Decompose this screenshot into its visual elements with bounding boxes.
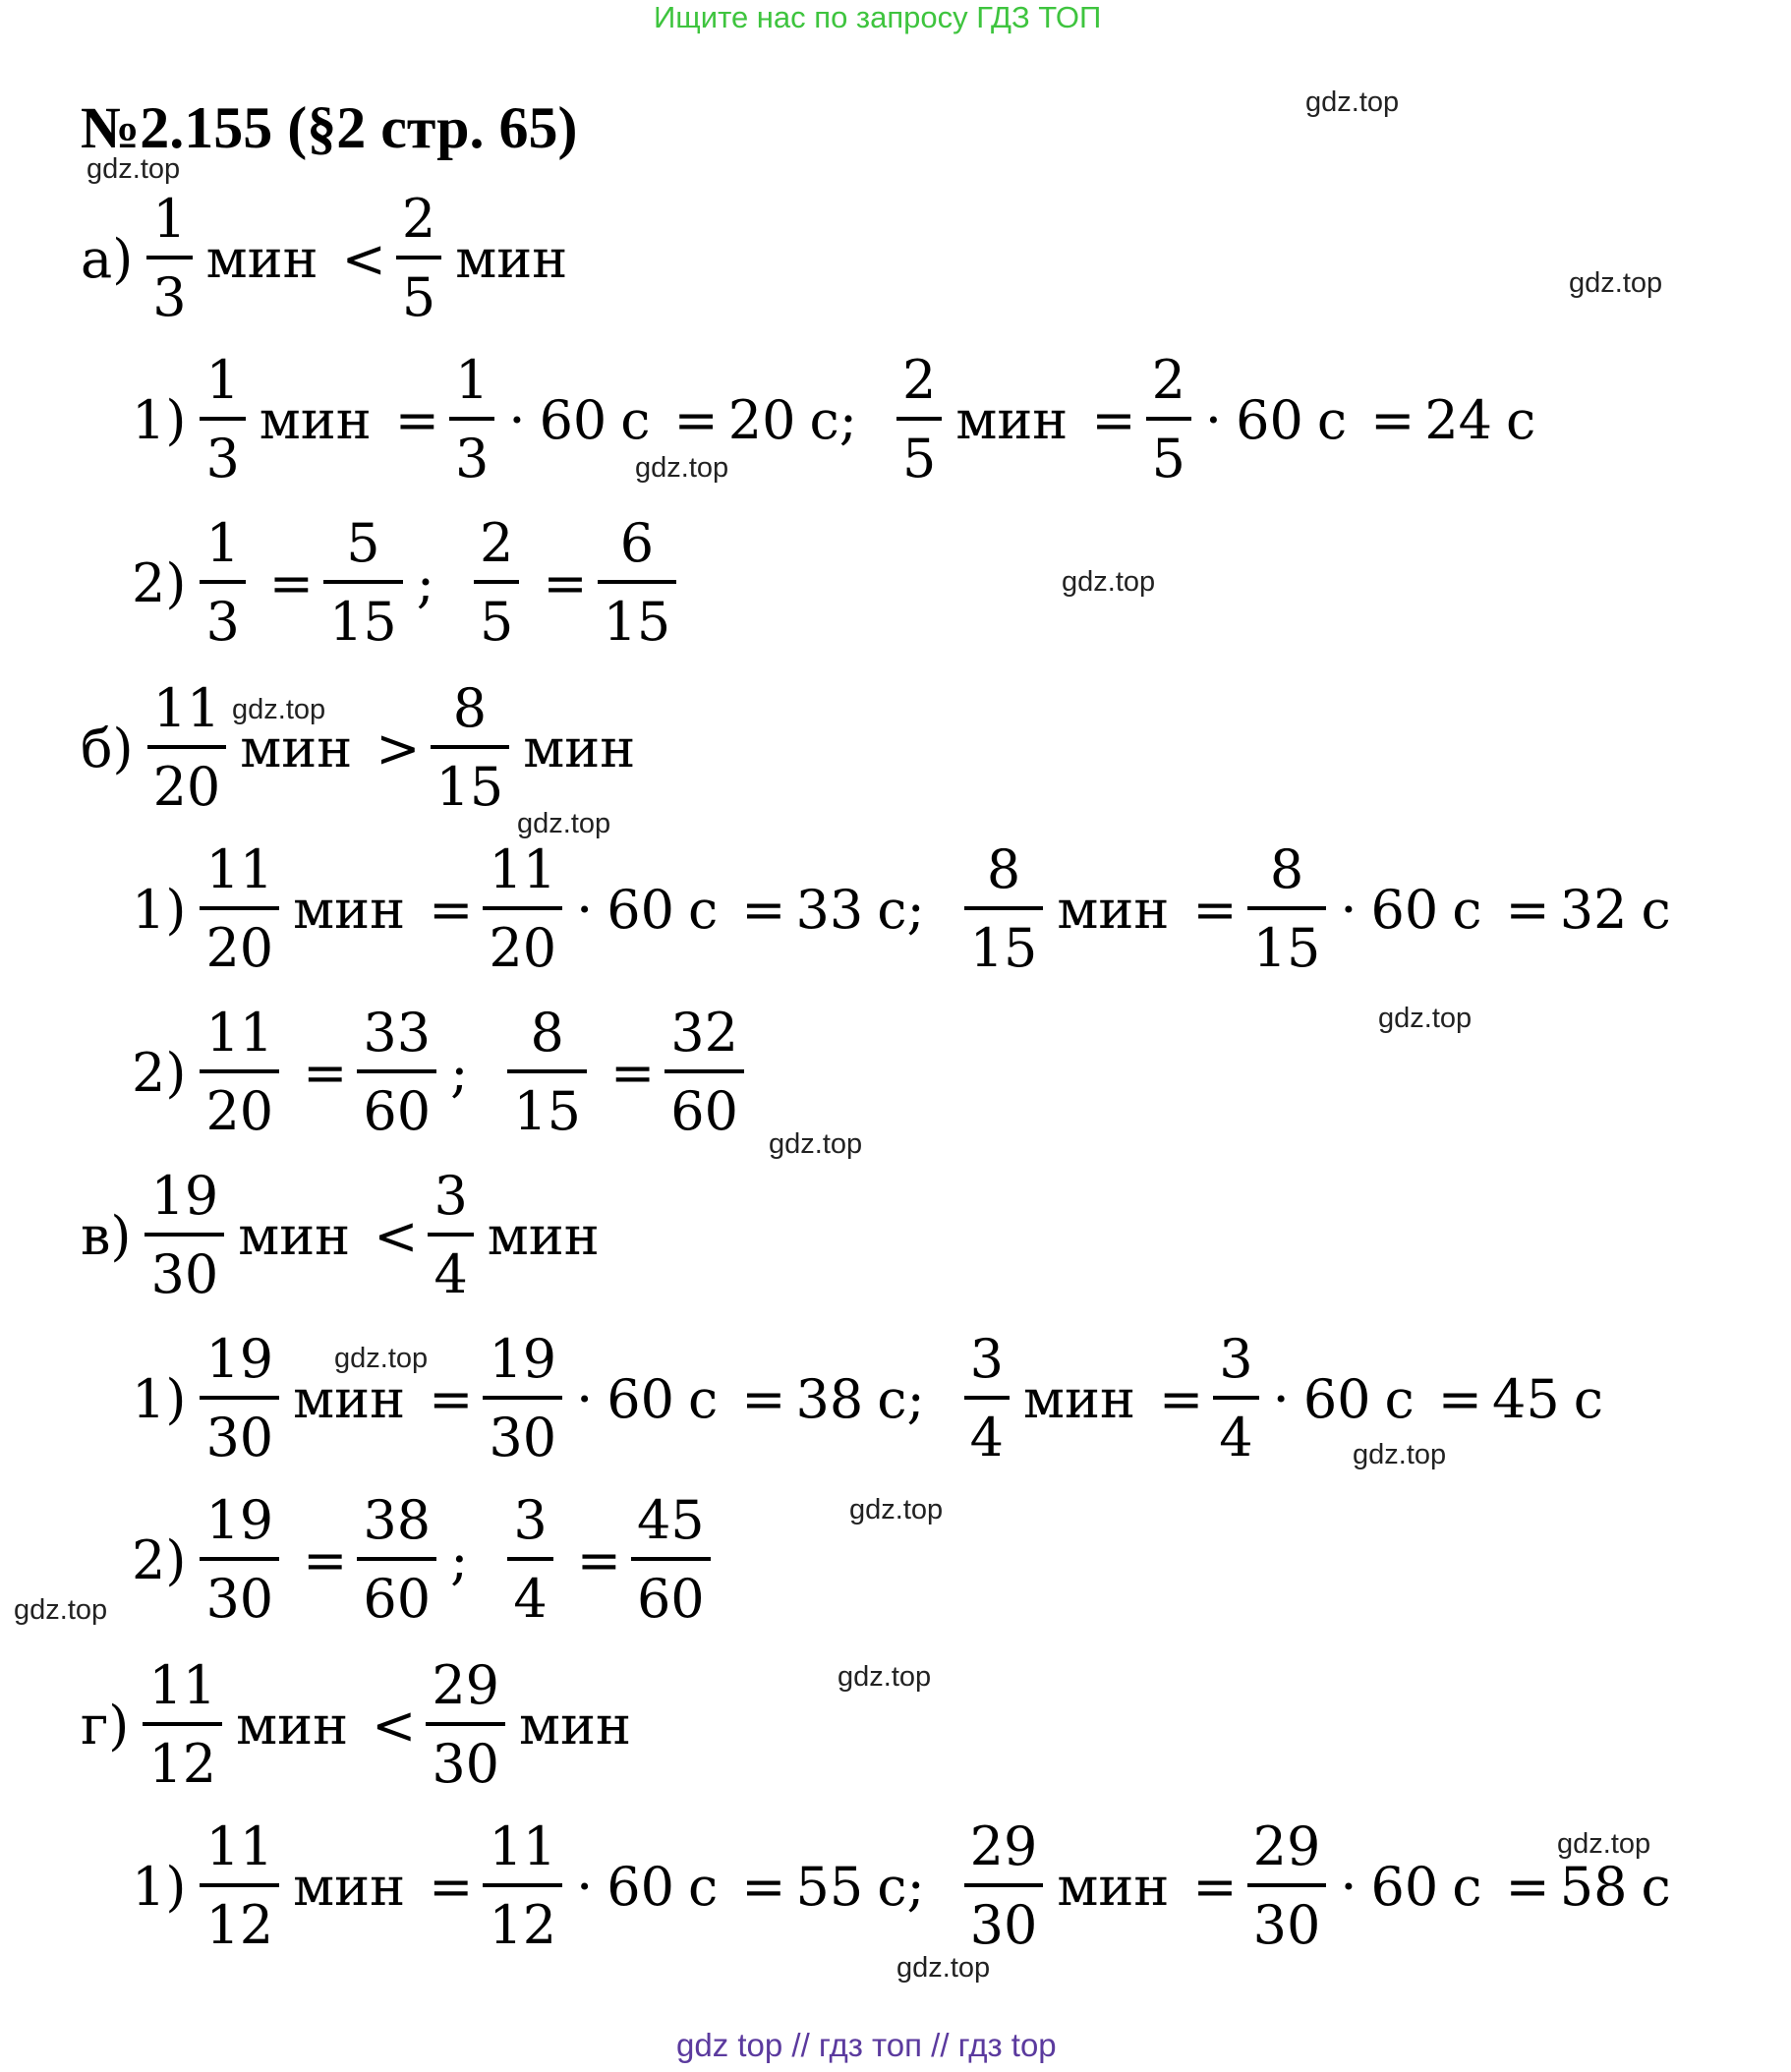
fraction: $\frac{11}{12}$	[483, 1820, 562, 1952]
multiply-dot: ·	[576, 1855, 594, 1918]
result: 38	[795, 1367, 864, 1430]
unit-min: мин	[1057, 878, 1170, 941]
watermark: gdz.top	[769, 1128, 863, 1160]
unit-min: мин	[1057, 1855, 1170, 1918]
unit-min: мин	[455, 227, 568, 290]
fraction: $\frac{1}{3}$	[449, 354, 494, 486]
fraction: $\frac{19}{30}$	[144, 1170, 224, 1301]
fraction: $\frac{29}{30}$	[426, 1659, 505, 1791]
fraction: $\frac{1}{3}$	[200, 354, 245, 486]
equals-sign: =	[429, 1855, 474, 1918]
greater-than-sign: >	[376, 717, 421, 779]
result: 58	[1559, 1855, 1628, 1918]
unit-s: с	[688, 1855, 719, 1918]
multiply-dot: ·	[1204, 388, 1223, 451]
equals-sign: =	[673, 388, 719, 451]
unit-min: мин	[293, 1367, 406, 1430]
result: 33	[795, 878, 864, 941]
step-label: 2)	[132, 1041, 187, 1104]
section-v-head	[81, 1165, 613, 1305]
watermark: gdz.top	[1569, 267, 1663, 299]
separator: ;	[416, 551, 434, 614]
number: 60	[1370, 878, 1439, 941]
unit-s: с	[688, 878, 719, 941]
number: 60	[607, 1367, 675, 1430]
equals-sign: =	[1192, 1855, 1238, 1918]
equals-sign: =	[1505, 1855, 1550, 1918]
unit-s: с;	[877, 1855, 925, 1918]
unit-s: с	[1316, 388, 1348, 451]
footer-text: gdz top // гдз топ // гдз top	[676, 2027, 1057, 2063]
equals-sign: =	[741, 1367, 786, 1430]
watermark: gdz.top	[1378, 1003, 1473, 1034]
equals-sign: =	[1091, 388, 1136, 451]
number: 60	[607, 1855, 675, 1918]
multiply-dot: ·	[1340, 1855, 1358, 1918]
unit-min: мин	[205, 227, 318, 290]
watermark: gdz.top	[14, 1594, 108, 1626]
equals-sign: =	[576, 1528, 621, 1591]
fraction: $\frac{11}{20}$	[147, 682, 227, 814]
unit-min: мин	[236, 1694, 349, 1756]
section-v-step2	[132, 1489, 724, 1630]
less-than-sign: <	[341, 227, 386, 290]
equals-sign: =	[610, 1041, 656, 1104]
fraction: $\frac{19}{30}$	[200, 1494, 279, 1626]
fraction: $\frac{29}{30}$	[1247, 1820, 1327, 1952]
watermark: gdz.top	[896, 1952, 991, 1984]
fraction: $\frac{11}{20}$	[200, 1007, 279, 1138]
section-label: в)	[81, 1204, 132, 1267]
fraction: $\frac{2}{5}$	[474, 517, 519, 649]
result: 24	[1424, 388, 1493, 451]
watermark: gdz.top	[1062, 566, 1156, 598]
section-g-head	[81, 1654, 645, 1795]
equals-sign: =	[1370, 388, 1415, 451]
unit-s: с	[1452, 878, 1482, 941]
less-than-sign: <	[374, 1204, 419, 1267]
fraction: $\frac{2}{5}$	[396, 193, 441, 324]
fraction: $\frac{11}{20}$	[200, 843, 279, 975]
equals-sign: =	[1159, 1367, 1204, 1430]
number: 60	[1302, 1367, 1371, 1430]
multiply-dot: ·	[576, 878, 594, 941]
equals-sign: =	[741, 878, 786, 941]
watermark: gdz.top	[1557, 1828, 1651, 1860]
number: 60	[607, 878, 675, 941]
multiply-dot: ·	[1272, 1367, 1290, 1430]
fraction: $\frac{32}{60}$	[664, 1007, 744, 1138]
number: 60	[539, 388, 607, 451]
section-label: г)	[81, 1694, 130, 1756]
section-a-step1	[132, 349, 1549, 489]
fraction: $\frac{33}{60}$	[357, 1007, 436, 1138]
unit-s: с	[1641, 1855, 1671, 1918]
section-a-head	[81, 188, 581, 328]
result: 55	[795, 1855, 864, 1918]
page-title: №2.155 (§2 стр. 65)	[81, 95, 578, 160]
step-label: 1)	[132, 388, 187, 451]
step-label: 1)	[132, 1855, 187, 1918]
section-a-step2	[132, 512, 690, 653]
unit-s: с;	[877, 878, 925, 941]
section-label: б)	[81, 717, 134, 779]
multiply-dot: ·	[576, 1367, 594, 1430]
fraction: $\frac{11}{12}$	[200, 1820, 279, 1952]
unit-min: мин	[240, 717, 353, 779]
fraction: $\frac{6}{15}$	[598, 517, 677, 649]
unit-s: с;	[809, 388, 857, 451]
watermark: gdz.top	[838, 1661, 932, 1693]
unit-min: мин	[1023, 1367, 1136, 1430]
number: 60	[1236, 388, 1303, 451]
fraction: $\frac{3}{4}$	[964, 1333, 1010, 1465]
section-b-head	[81, 677, 649, 818]
equals-sign: =	[429, 1367, 474, 1430]
unit-s: с	[688, 1367, 719, 1430]
equals-sign: =	[1192, 878, 1238, 941]
watermark: gdz.top	[1353, 1439, 1447, 1470]
equals-sign: =	[303, 1528, 348, 1591]
result: 20	[727, 388, 796, 451]
fraction: $\frac{3}{4}$	[507, 1494, 552, 1626]
step-label: 1)	[132, 1367, 187, 1430]
fraction: $\frac{19}{30}$	[200, 1333, 279, 1465]
watermark: gdz.top	[87, 153, 181, 185]
unit-s: с	[1641, 878, 1671, 941]
fraction: $\frac{5}{15}$	[323, 517, 403, 649]
section-label: а)	[81, 227, 134, 290]
watermark: gdz.top	[334, 1343, 429, 1374]
step-label: 2)	[132, 1528, 187, 1591]
unit-s: с	[1452, 1855, 1482, 1918]
unit-s: с	[620, 388, 651, 451]
section-v-step1	[132, 1328, 1617, 1468]
fraction: $\frac{3}{4}$	[428, 1170, 473, 1301]
less-than-sign: <	[372, 1694, 417, 1756]
equals-sign: =	[303, 1041, 348, 1104]
multiply-dot: ·	[508, 388, 526, 451]
unit-min: мин	[487, 1204, 600, 1267]
fraction: $\frac{3}{4}$	[1213, 1333, 1258, 1465]
unit-s: с	[1384, 1367, 1415, 1430]
step-label: 2)	[132, 551, 187, 614]
separator: ;	[450, 1528, 469, 1591]
result: 32	[1559, 878, 1628, 941]
unit-s: с	[1573, 1367, 1603, 1430]
watermark: gdz.top	[232, 694, 326, 725]
fraction: $\frac{2}{5}$	[1146, 354, 1191, 486]
banner-text: Ищите нас по запросу ГДЗ ТОП	[654, 0, 1102, 34]
fraction: $\frac{19}{30}$	[483, 1333, 562, 1465]
equals-sign: =	[543, 551, 588, 614]
unit-min: мин	[955, 388, 1069, 451]
unit-s: с	[1506, 388, 1536, 451]
watermark: gdz.top	[849, 1494, 944, 1525]
equals-sign: =	[741, 1855, 786, 1918]
unit-min: мин	[519, 1694, 632, 1756]
fraction: $\frac{2}{5}$	[896, 354, 942, 486]
separator: ;	[450, 1041, 469, 1104]
fraction: $\frac{38}{60}$	[357, 1494, 436, 1626]
unit-min: мин	[238, 1204, 351, 1267]
unit-min: мин	[259, 388, 372, 451]
fraction: $\frac{8}{15}$	[1247, 843, 1327, 975]
equals-sign: =	[1505, 878, 1550, 941]
section-b-step2	[132, 1002, 758, 1142]
unit-s: с;	[877, 1367, 925, 1430]
fraction: $\frac{11}{20}$	[483, 843, 562, 975]
watermark: gdz.top	[517, 808, 611, 839]
fraction: $\frac{8}{15}$	[507, 1007, 587, 1138]
multiply-dot: ·	[1340, 878, 1358, 941]
fraction: $\frac{45}{60}$	[631, 1494, 711, 1626]
result: 45	[1492, 1367, 1560, 1430]
unit-min: мин	[523, 717, 636, 779]
fraction: $\frac{8}{15}$	[964, 843, 1044, 975]
section-g-step1	[132, 1815, 1685, 1956]
number: 60	[1370, 1855, 1439, 1918]
unit-min: мин	[293, 1855, 406, 1918]
equals-sign: =	[429, 878, 474, 941]
fraction: $\frac{8}{15}$	[431, 682, 510, 814]
section-b-step1	[132, 838, 1685, 979]
equals-sign: =	[394, 388, 440, 451]
watermark: gdz.top	[1305, 86, 1400, 118]
equals-sign: =	[1437, 1367, 1483, 1430]
equals-sign: =	[268, 551, 315, 614]
fraction: $\frac{1}{3}$	[200, 517, 245, 649]
unit-min: мин	[293, 878, 406, 941]
watermark: gdz.top	[635, 452, 729, 484]
fraction: $\frac{29}{30}$	[964, 1820, 1044, 1952]
step-label: 1)	[132, 878, 187, 941]
fraction: $\frac{1}{3}$	[146, 193, 192, 324]
fraction: $\frac{11}{12}$	[143, 1659, 222, 1791]
